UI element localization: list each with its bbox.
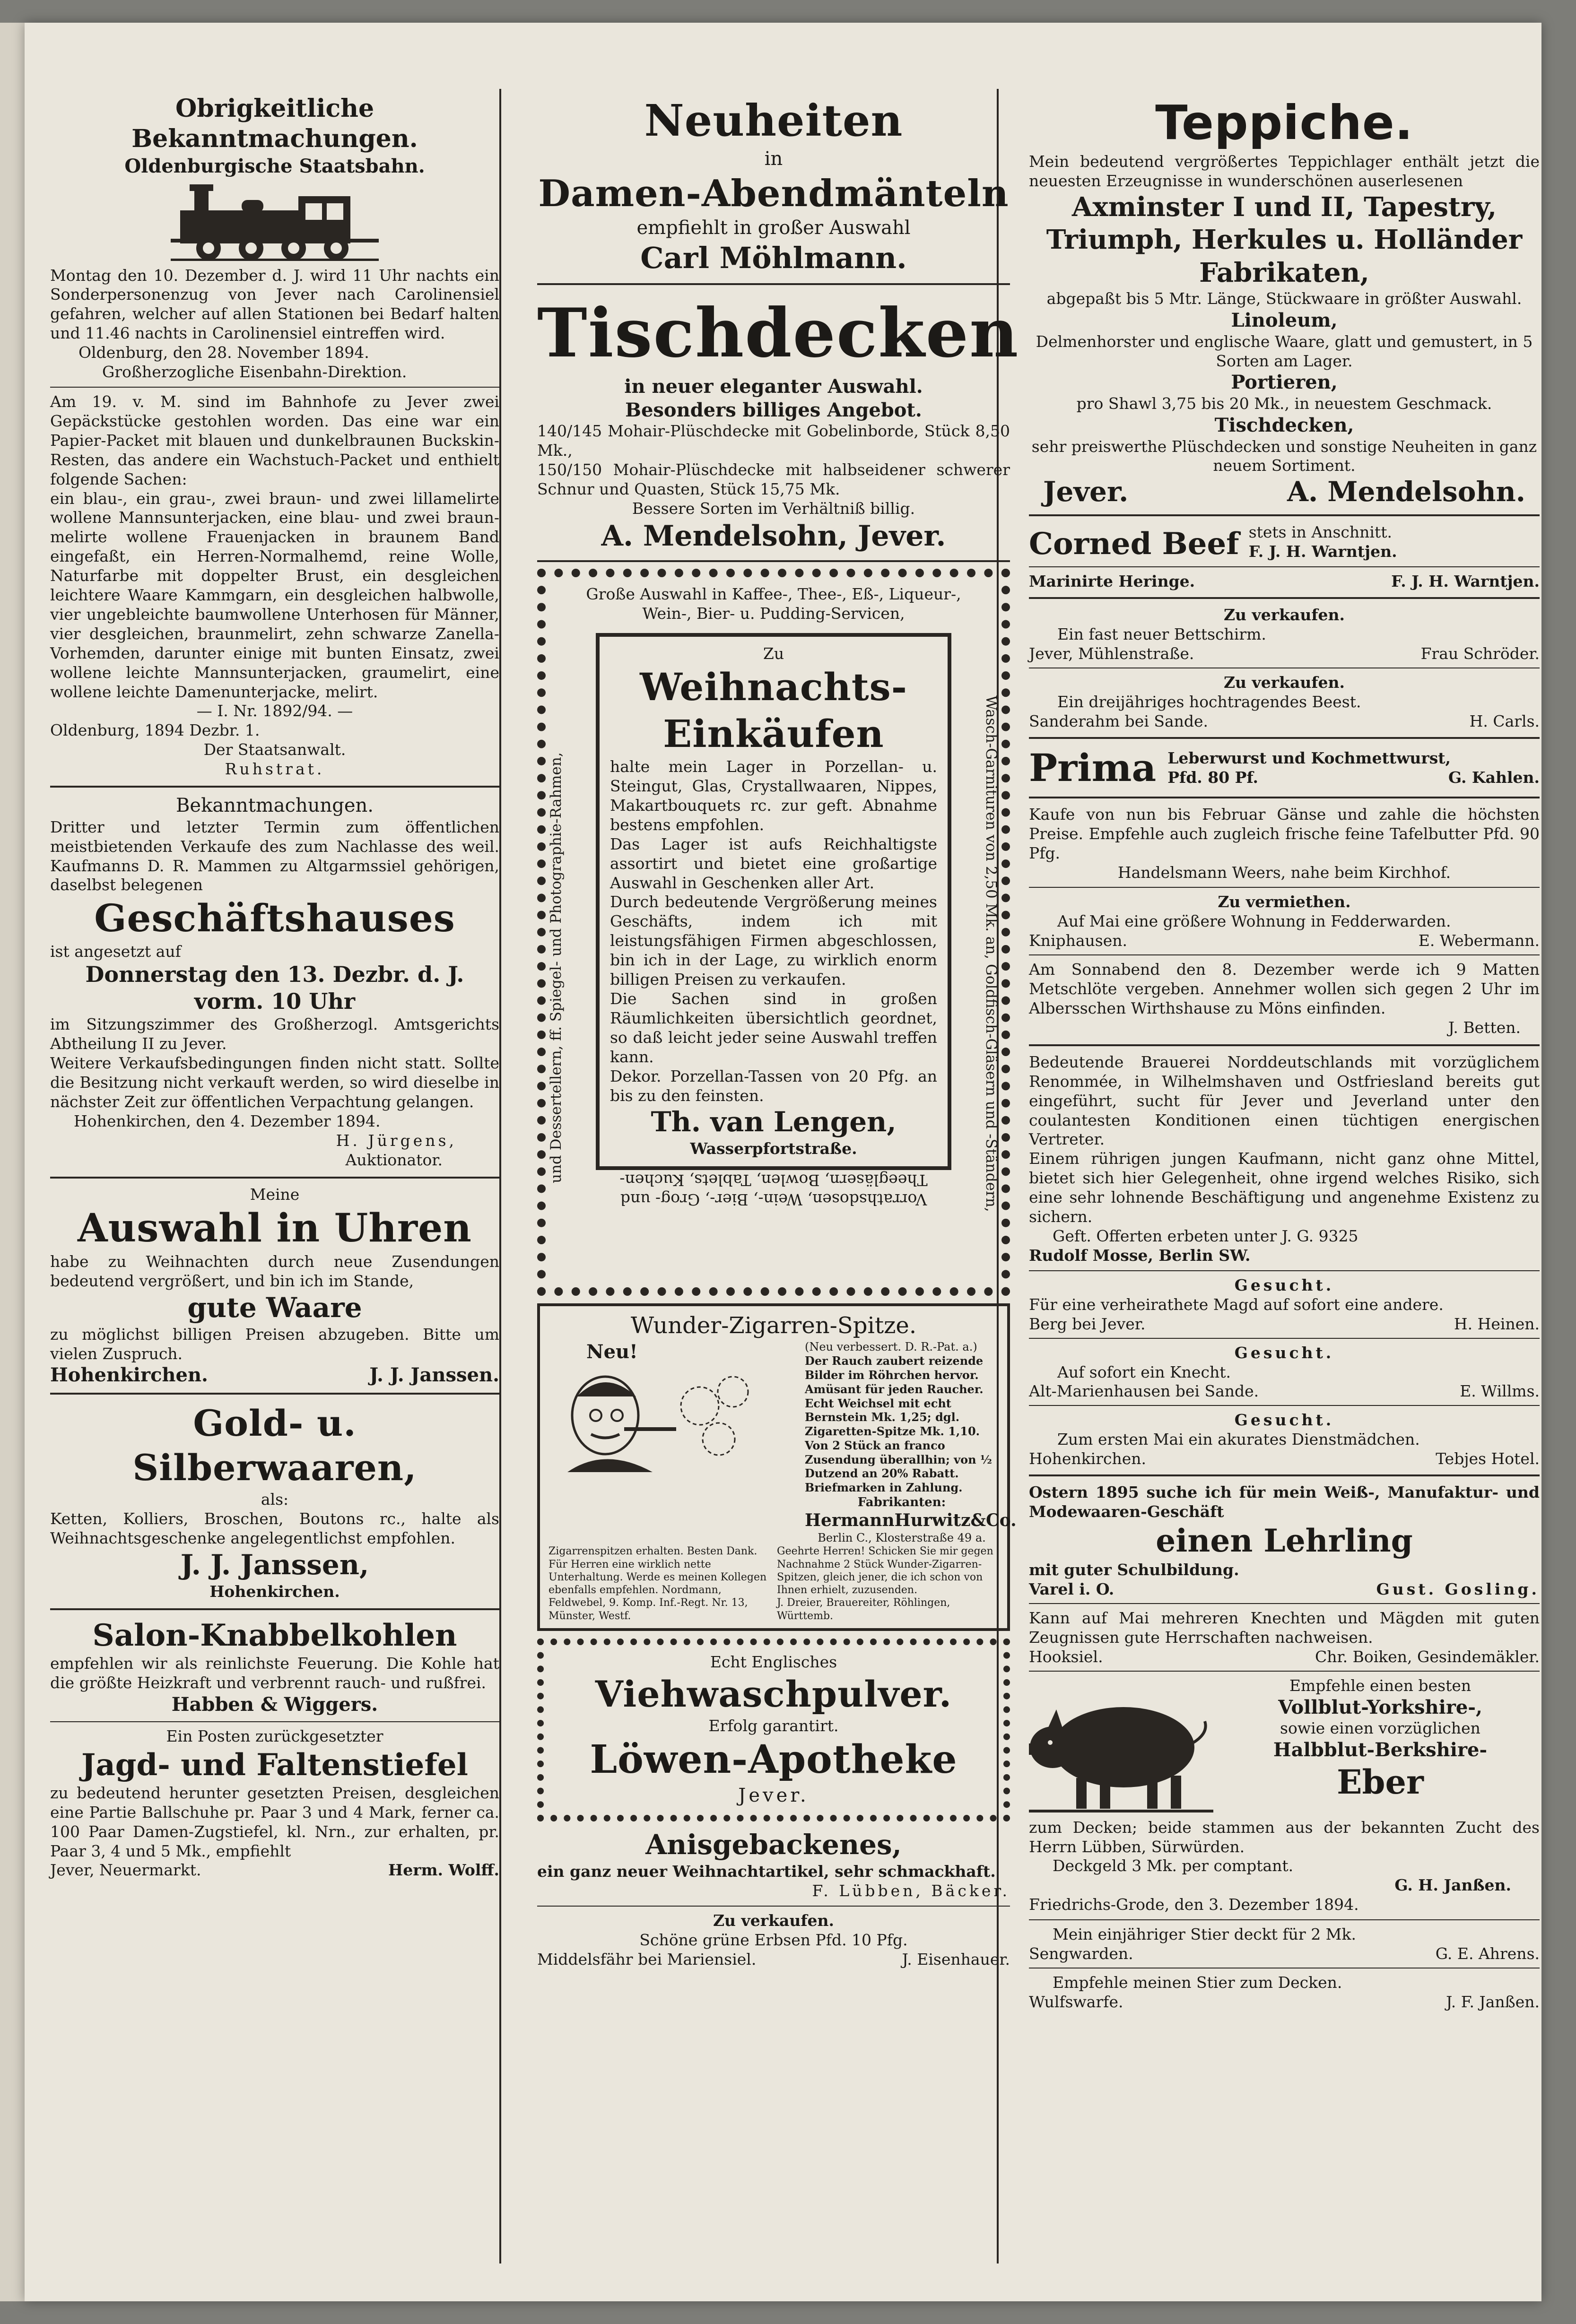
matten-body: Am Sonnabend den 8. Dezember werde ich 9 Matten Metschlöte vergeben. Annehmer wollen sich gegen 2 Uhr im Albersschen Wirthshause zu Möns einfinden. — [1029, 960, 1540, 1018]
knecht-sign-row — [1029, 1382, 1540, 1400]
magd-name: H. Heinen. — [1454, 1314, 1540, 1333]
divider — [1029, 1338, 1540, 1339]
eber-l3: sowie einen vorzüglichen — [1280, 1719, 1480, 1738]
lehrling-place: Varel i. O. — [1029, 1579, 1115, 1598]
tisch-l3: 140/145 Mohair-Plüschdecke mit Gobelinborde, Stück 8,50 Mk., — [537, 422, 1010, 460]
teppiche-sign-row — [1029, 476, 1540, 508]
lengen-top: Große Auswahl in Kaffee-, Thee-, Eß-, Liqueur-, Wein-, Bier- u. Pudding-Servicen, — [586, 585, 961, 623]
maedchen-sign-row — [1029, 1449, 1540, 1468]
teppiche-big: Teppiche. — [1155, 95, 1413, 150]
boiken-name: Chr. Boiken, Gesindemäkler. — [1315, 1647, 1540, 1666]
divider — [1029, 1671, 1540, 1672]
uhren-place: Hohenkirchen. — [50, 1363, 208, 1386]
divider — [537, 283, 1010, 285]
boiken-place: Hooksiel. — [1029, 1647, 1103, 1666]
lowen-place: Jever. — [738, 1784, 809, 1806]
lengen-left: und Dessertellern, ff. Spiegel- und Photographie-Rahmen, — [548, 752, 565, 1183]
magd-body: Für eine verheirathete Magd auf sofort eine andere. — [1029, 1295, 1444, 1314]
zigarre-testimonials — [549, 1545, 999, 1622]
lehrling-sign-row — [1029, 1580, 1540, 1598]
divider — [1029, 1044, 1540, 1046]
divider — [1029, 514, 1540, 516]
lowen-l1: Echt Englisches — [710, 1653, 837, 1672]
divider — [50, 1608, 499, 1610]
divider — [1029, 1474, 1540, 1476]
divider — [1029, 887, 1540, 888]
beef-info — [1249, 523, 1397, 562]
stier-name: G. E. Ahrens. — [1435, 1944, 1540, 1963]
divider — [1029, 1405, 1540, 1406]
smoking-man-icon — [549, 1363, 757, 1477]
teppiche-h3: Tischdecken, — [1214, 414, 1354, 436]
janssen-sign-row — [1029, 1993, 1540, 2011]
brauerei-body2: Einem rührigen jungen Kaufmann, nicht ganz ohne Mittel, bietet sich hier Gelegenheit, ohne irgend welches Risiko, sich eine sehr lohnende Beschäftigung und angenehme Existenz zu sichern. — [1029, 1149, 1540, 1226]
uhren-end: zu möglichst billigen Preisen abzugeben. Bitte um vielen Zuspruch. — [50, 1325, 499, 1363]
prima-info — [1167, 749, 1540, 787]
stier-body: Mein einjähriger Stier deckt für 2 Mk. — [1053, 1925, 1356, 1944]
janssen-name: J. F. Janßen. — [1446, 1992, 1540, 2011]
boiken-sign-row — [1029, 1648, 1540, 1666]
erbsen-name: J. Eisenhauer. — [902, 1950, 1010, 1968]
gold-big: Gold- u. Silberwaaren, — [132, 1402, 417, 1489]
eber-geld: Deckgeld 3 Mk. per comptant. — [1053, 1856, 1294, 1875]
lengen-bottom: Vorrathsdosen, Wein-, Bier-, Grog- und Theegläsern, Bowlen, Tablets, Kuchen- — [619, 1171, 928, 1209]
theft-sign: Der Staatsanwalt. — [203, 740, 346, 759]
moehlmann-l3: Damen-Abendmänteln — [538, 172, 1009, 215]
teppiche-name: A. Mendelsohn. — [1287, 476, 1525, 508]
lengen-body3: Durch bedeutende Vergrößerung meines Geschäfts, indem ich mit leistungsfähigen Firmen abgeschlossen, bin ich in der Lage, zu wirklich enorm billigen Preisen zu verkaufen. — [610, 893, 937, 989]
lehrling-name: Gust. Gosling. — [1376, 1579, 1540, 1598]
anis-name: F. Lübben, Bäcker. — [812, 1882, 1010, 1900]
zigarre-firm2: HermannHurwitz&Co. — [805, 1510, 1017, 1531]
divider — [50, 1393, 499, 1395]
zigarre-art — [549, 1340, 798, 1545]
eber-l4: Halbblut-Berkshire- — [1273, 1739, 1488, 1761]
zigarre-body — [549, 1340, 1017, 1545]
lowen-big2: Löwen-Apotheke — [590, 1737, 958, 1783]
divider — [1029, 797, 1540, 798]
beef-side: stets in Anschnitt. — [1248, 523, 1392, 542]
teppiche-l2: Axminster I und II, Tapestry, Triumph, Herkules u. Holländer Fabrikaten, — [1046, 191, 1523, 288]
theft-signer: Ruhstrat. — [225, 760, 325, 779]
janssen-place: Wulfswarfe. — [1029, 1992, 1123, 2011]
knecht-name: E. Willms. — [1460, 1382, 1540, 1401]
uhren-pre: Meine — [250, 1185, 300, 1204]
teppiche-l1: Mein bedeutend vergrößertes Teppichlager enthält jetzt die neuesten Erzeugnisse in wunderschönen auserlesenen — [1029, 152, 1540, 190]
uhren-big: Auswahl in Uhren — [78, 1205, 472, 1251]
lengen-zu: Zu — [763, 644, 784, 663]
janssen-body: Empfehle meinen Stier zum Decken. — [1053, 1973, 1342, 1992]
lengen-big2: Einkäufen — [663, 711, 884, 756]
auction-role: Auktionator. — [345, 1150, 443, 1169]
prima-l2: Pfd. 80 Pf. — [1167, 768, 1258, 787]
gold-als: als: — [261, 1490, 289, 1509]
kohlen-big: Salon-Knabbelkohlen — [92, 1617, 457, 1653]
brauerei-firm: Rudolf Mosse, Berlin SW. — [1029, 1246, 1251, 1265]
train-date: Oldenburg, den 28. November 1894. — [78, 343, 369, 362]
zigarre-addr: Berlin C., Klosterstraße 49 a. — [818, 1531, 986, 1544]
train-notice: Montag den 10. Dezember d. J. wird 11 Uhr nachts ein Sonderpersonenzug von Jever nach Carolinensiel gefahren, welcher auf allen Stationen bei Bedarf halten und 11.46 nachts in Carolinensiel eintreffen wird. — [50, 266, 499, 343]
wohnung-sign-row — [1029, 931, 1540, 950]
knecht-body: Auf sofort ein Knecht. — [1057, 1362, 1231, 1381]
auction-big: Geschäftshauses — [94, 896, 455, 941]
hering-text: Marinirte Heringe. — [1029, 572, 1195, 591]
theft-items: ein blau-, ein grau-, zwei braun- und zwei lillamelirte wollene Mannsunterjacken, eine blau- und zwei braun-melirte wollene Frauenjacken in braunem Band eingefaßt, ein Herren-Normalhemd, reine Wolle, Naturfarbe mit doppelter Brust, ein desgleichen leichtere Waare Kammgarn, ein desgleichen halbwolle, vier ungebleichte baumwollene Unterhosen für Männer, vier desgleichen, braunmelirt, zehn schwarze Zanella-Vorhemden, darunter einige mit bunten Einsatz, zwei wollene leichte Mannsunterjacken, graumelirt, eine wollene leichte Damenunterjacke, melirt. — [50, 489, 499, 701]
erbsen-sign-row — [537, 1950, 1010, 1968]
adjacent-page-edge — [0, 23, 26, 2301]
stiefel-name: Herm. Wolff. — [388, 1861, 499, 1880]
gold-name: J. J. Janssen, — [180, 1549, 369, 1581]
divider — [1029, 597, 1540, 599]
lowen-ad-frame — [537, 1639, 1010, 1821]
magd-sign-row — [1029, 1315, 1540, 1333]
lengen-street: Wasserpfortstraße. — [690, 1139, 857, 1158]
moehlmann-l1: Neuheiten — [644, 95, 903, 146]
divider — [50, 1721, 499, 1722]
tisch-l4: 150/150 Mohair-Plüschdecke mit halbseidener schwerer Schnur und Quasten, Stück 15,75 Mk. — [537, 460, 1010, 498]
tisch-l1: in neuer eleganter Auswahl. — [624, 375, 923, 398]
anis-body: ein ganz neuer Weihnachtartikel, sehr schmackhaft. — [537, 1862, 996, 1881]
zigarre-firm1: Fabrikanten: — [857, 1495, 946, 1509]
stier-place: Sengwarden. — [1029, 1944, 1133, 1963]
maedchen-place: Hohenkirchen. — [1029, 1449, 1147, 1468]
beef-row — [1029, 523, 1540, 562]
auction-place: im Sitzungszimmer des Großherzogl. Amtsgerichts Abtheilung II zu Jever. — [50, 1015, 499, 1053]
uhren-mid: gute Waare — [187, 1292, 362, 1324]
prima-row — [1029, 746, 1540, 790]
divider — [50, 786, 499, 788]
lehrling-l2: mit guter Schulbildung. — [1029, 1560, 1239, 1579]
zigarre-sig: J. Dreier, Brauereiter, Röhlingen, Württemb. — [777, 1597, 950, 1622]
tisch-big: Tischdecken — [537, 294, 1019, 373]
erbsen-title: Zu verkaufen. — [713, 1911, 835, 1930]
auction-time: vorm. 10 Uhr — [194, 989, 356, 1015]
uhren-body: habe zu Weihnachten durch neue Zusendungen bedeutend vergrößert, und bin ich im Stande, — [50, 1252, 499, 1291]
eber-row — [1029, 1676, 1540, 1818]
stiefel-big: Jagd- und Faltenstiefel — [81, 1747, 468, 1783]
stiefel-sign-row — [50, 1861, 499, 1879]
lengen-body5: Dekor. Porzellan-Tassen von 20 Pfg. an bis zu den feinsten. — [610, 1067, 937, 1105]
pig-icon — [1029, 1676, 1213, 1818]
beest-title: Zu verkaufen. — [1223, 673, 1345, 692]
divider — [1029, 566, 1540, 567]
eber-l1: Empfehle einen besten — [1289, 1676, 1472, 1695]
tisch-name: A. Mendelsohn, Jever. — [601, 519, 946, 553]
eber-big: Eber — [1337, 1762, 1424, 1802]
stiefel-body: zu bedeutend herunter gesetzten Preisen, desgleichen eine Partie Ballschuhe pr. Paar 3 und 4 Mark, ferner ca. 100 Paar Damen-Zugstiefel, kl. Nrn., zur erhalten, pr. Paar 3, 4 und 5 Mk., empfiehlt — [50, 1783, 499, 1860]
prima-l1: Leberwurst und Kochmettwurst, — [1167, 748, 1451, 767]
teppiche-l4: Delmenhorster und englische Waare, glatt und gemustert, in 5 Sorten am Lager. — [1036, 332, 1533, 370]
knecht-title: Gesucht. — [1234, 1343, 1334, 1362]
lowen-l2: Erfolg garantirt. — [708, 1717, 839, 1735]
wohnung-name: E. Webermann. — [1418, 931, 1540, 950]
brauerei-offer: Geft. Offerten erbeten unter J. G. 9325 — [1053, 1227, 1358, 1245]
zigarre-left: Zigarrenspitzen erhalten. Besten Dank. Für Herren eine wirklich nette Unterhaltung. Werde es meinen Kollegen ebenfalls empfehlen. Nordmann, Feldwebel, 9. Komp. Inf.-Regt. Nr. 13, Münster, Westf. — [549, 1545, 767, 1622]
lehrling-l1: Ostern 1895 suche ich für mein Weiß-, Manufaktur- und Modewaaren-Geschäft — [1029, 1483, 1540, 1521]
divider — [50, 387, 499, 388]
theft-date: Oldenburg, 1894 Dezbr. 1. — [50, 721, 260, 740]
railway-subtitle: Oldenburgische Staatsbahn. — [124, 155, 425, 177]
theft-notice: Am 19. v. M. sind im Bahnhofe zu Jever zwei Gepäckstücke gestohlen worden. Das eine war ein Papier-Packet mit blauen und dunkelbraunen Buckskin-Resten, das andere ein Wachstuch-Packet und enthielt folgende Sachen: — [50, 392, 499, 488]
teppiche-l3: abgepaßt bis 5 Mtr. Länge, Stückwaare in größter Auswahl. — [1046, 289, 1522, 308]
eber-body: zum Decken; beide stammen aus der bekannten Zucht des Herrn Lübben, Sürwürden. — [1029, 1818, 1540, 1856]
teppiche-h2: Portieren, — [1231, 371, 1338, 394]
bett-body: Ein fast neuer Bettschirm. — [1057, 625, 1266, 644]
bett-place: Jever, Mühlenstraße. — [1029, 644, 1194, 663]
lengen-ad-frame — [537, 569, 1010, 1296]
moehlmann-l2: in — [764, 148, 783, 170]
stiefel-place: Jever, Neuermarkt. — [50, 1861, 201, 1880]
lengen-right: Wasch-Garnituren von 2,50 Mk. an, Goldfisch-Gläsern und -Ständern, — [983, 695, 1000, 1212]
wohnung-place: Kniphausen. — [1029, 931, 1127, 950]
auction-when: Donnerstag den 13. Dezbr. d. J. — [85, 962, 464, 988]
lengen-body2: Das Lager ist aufs Reichhaltigste assortirt und bietet eine großartige Auswahl in Geschenken aller Art. — [610, 834, 937, 892]
lengen-big1: Weihnachts- — [640, 664, 907, 709]
teppiche-h1: Linoleum, — [1231, 309, 1338, 332]
bett-title: Zu verkaufen. — [1223, 606, 1345, 624]
zigarre-desc: Der Rauch zaubert reizende Bilder im Röhrchen hervor. Amüsant für jeden Raucher. Echt Weichsel mit echt Bernstein Mk. 1,25; dgl. Zigaretten-Spitze Mk. 1,10. Von 2 Stück an franco Zusendung überallhin; von ½ Dutzend an 20% Rabatt. Briefmarken in Zahlung. — [805, 1354, 992, 1495]
beef-name: F. J. H. Warntjen. — [1248, 542, 1397, 561]
brauerei-body: Bedeutende Brauerei Norddeutschlands mit vorzüglichem Renommée, in Wilhelmshaven und Ostfriesland bereits gut eingeführt, sucht für Jever und Jeverland unter den coulantesten Konditionen einen tüchtigen energischen Vertreter. — [1029, 1052, 1540, 1149]
zigarre-right-block — [777, 1545, 999, 1622]
divider — [537, 1906, 1010, 1907]
auction-date: Hohenkirchen, den 4. Dezember 1894. — [74, 1112, 381, 1130]
hering-row — [1029, 572, 1540, 590]
magd-title: Gesucht. — [1234, 1275, 1334, 1294]
gaense-body: Kaufe von nun bis Februar Gänse und zahle die höchsten Preise. Empfehle auch zugleich frische feine Tafelbutter Pfd. 90 Pfg. — [1029, 805, 1540, 862]
eber-l2: Vollblut-Yorkshire-, — [1278, 1696, 1482, 1718]
anis-big: Anisgebackenes, — [645, 1829, 902, 1861]
prima-big: Prima — [1029, 745, 1157, 790]
auction-line: ist angesetzt auf — [50, 942, 181, 961]
magd-place: Berg bei Jever. — [1029, 1314, 1146, 1333]
kohlen-body: empfehlen wir als reinlichste Feuerung. Die Kohle hat die größte Heizkraft und verbrennt rauch- und rußfrei. — [50, 1654, 499, 1692]
tisch-l5: Bessere Sorten im Verhältniß billig. — [632, 499, 915, 518]
hering-name: F. J. H. Warntjen. — [1391, 572, 1540, 591]
eber-name: G. H. Janßen. — [1394, 1876, 1511, 1895]
zigarre-patent: (Neu verbessert. D. R.-Pat. a.) — [805, 1340, 977, 1353]
auction-sign: H. Jürgens, — [336, 1131, 457, 1150]
beest-name: H. Carls. — [1469, 711, 1540, 730]
beest-place: Sanderahm bei Sande. — [1029, 711, 1209, 730]
column-middle — [521, 94, 1026, 2259]
theft-ref: — I. Nr. 1892/94. — — [196, 702, 353, 720]
zigarre-info — [805, 1340, 1017, 1545]
beest-body: Ein dreijähriges hochtragendes Beest. — [1057, 692, 1361, 711]
zigarre-ad — [537, 1303, 1017, 1631]
divider — [1029, 954, 1540, 955]
newspaper-page — [25, 23, 1541, 2301]
divider — [1029, 1919, 1540, 1920]
lehrling-big: einen Lehrling — [1156, 1522, 1413, 1560]
train-sign: Großherzogliche Eisenbahn-Direktion. — [102, 363, 407, 382]
matten-name: J. Betten. — [1448, 1018, 1521, 1037]
uhren-sign-row — [50, 1364, 499, 1386]
prima-name: G. Kahlen. — [1448, 768, 1540, 787]
eber-heads — [1221, 1676, 1540, 1818]
auction-title: Bekanntmachungen. — [176, 795, 374, 817]
zigarre-neu: Neu! — [586, 1340, 638, 1363]
lengen-body1: halte mein Lager in Porzellan- u. Steingut, Glas, Crystallwaaren, Nippes, Makartbouquets rc. zur geft. Abnahme bestens empfohlen. — [610, 757, 937, 834]
tisch-l2: Besonders billiges Angebot. — [625, 399, 922, 421]
maedchen-title: Gesucht. — [1234, 1411, 1334, 1430]
divider — [1029, 1603, 1540, 1604]
moehlmann-l4: empfiehlt in großer Auswahl — [636, 217, 911, 239]
boiken-body: Kann auf Mai mehreren Knechten und Mägden mit guten Zeugnissen gute Herrschaften nachweisen. — [1029, 1608, 1540, 1647]
maedchen-name: Tebjes Hotel. — [1436, 1449, 1540, 1468]
stier-sign-row — [1029, 1944, 1540, 1963]
wohnung-body: Auf Mai eine größere Wohnung in Fedderwarden. — [1057, 912, 1451, 931]
official-title: Obrigkeitliche Bekanntmachungen. — [131, 94, 418, 154]
divider — [1029, 737, 1540, 739]
stiefel-pre: Ein Posten zurückgesetzter — [166, 1726, 383, 1745]
column-left — [34, 94, 515, 2259]
divider — [50, 1177, 499, 1179]
divider — [1029, 1270, 1540, 1271]
uhren-name: J. J. Janssen. — [369, 1363, 499, 1386]
bett-name: Frau Schröder. — [1420, 644, 1540, 663]
moehlmann-l5: Carl Möhlmann. — [640, 240, 907, 275]
erbsen-place: Middelsfähr bei Mariensiel. — [537, 1950, 757, 1968]
wohnung-title: Zu vermiethen. — [1218, 893, 1351, 911]
lengen-body4: Die Sachen sind in großen Räumlichkeiten übersichtlich geordnet, so daß leicht jeder seine Auswahl treffen kann. — [610, 989, 937, 1066]
auction-more: Weitere Verkaufsbedingungen finden nicht statt. Sollte die Besitzung nicht verkauft werden, so wird dieselbe in nächster Zeit zur öffentlichen Verpachtung gelangen. — [50, 1054, 499, 1111]
bett-sign-row — [1029, 644, 1540, 663]
eber-date: Friedrichs-Grode, den 3. Dezember 1894. — [1029, 1895, 1359, 1914]
column-right — [1013, 94, 1541, 2259]
prima-sub-row — [1167, 768, 1540, 787]
beest-sign-row — [1029, 712, 1540, 730]
lengen-inner-box — [596, 633, 951, 1170]
maedchen-body: Zum ersten Mai ein akurates Dienstmädchen. — [1057, 1430, 1420, 1449]
teppiche-l5: pro Shawl 3,75 bis 20 Mk., in neuestem Geschmack. — [1076, 394, 1492, 413]
gold-place: Hohenkirchen. — [209, 1582, 340, 1601]
auction-intro: Dritter und letzter Termin zum öffentlichen meistbietenden Verkaufe des zum Nachlasse des weil. Kaufmanns D. R. Mammen zu Altgarmssiel gehörigen, daselbst belegenen — [50, 817, 499, 894]
zigarre-title: Wunder-Zigarren-Spitze. — [630, 1312, 917, 1339]
lowen-big: Viehwaschpulver. — [595, 1673, 952, 1715]
teppiche-place: Jever. — [1043, 476, 1129, 508]
beef-big: Corned Beef — [1029, 526, 1239, 562]
teppiche-l6: sehr preiswerthe Plüschdecken und sonstige Neuheiten in ganz neuem Sortiment. — [1031, 437, 1537, 475]
kohlen-name: Habben & Wiggers. — [171, 1693, 378, 1716]
lengen-name: Th. van Lengen, — [651, 1106, 897, 1138]
divider — [537, 560, 1010, 562]
gold-body: Ketten, Kolliers, Broschen, Boutons rc., halte als Weihnachtsgeschenke angelegentlichst empfohlen. — [50, 1509, 499, 1548]
zigarre-right: Geehrte Herren! Schicken Sie mir gegen Nachnahme 2 Stück Wunder-Zigarren-Spitzen, gleich jener, die ich schon von Ihnen erhielt, zuzusenden. — [777, 1545, 993, 1596]
gaense-sign: Handelsmann Weers, nahe beim Kirchhof. — [1117, 863, 1451, 882]
locomotive-icon — [171, 182, 379, 262]
knecht-place: Alt-Marienhausen bei Sande. — [1029, 1382, 1259, 1401]
erbsen-body: Schöne grüne Erbsen Pfd. 10 Pfg. — [639, 1930, 908, 1949]
